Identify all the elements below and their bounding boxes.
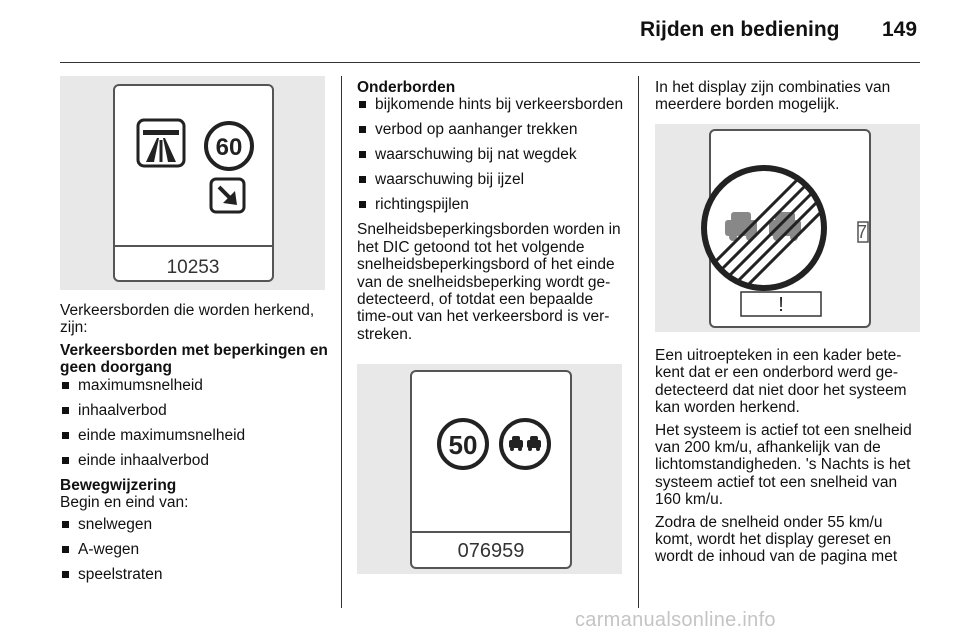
figure-code: 076959 <box>457 540 525 562</box>
section-heading-restrictions: Verkeersborden met beperkingen en geen doorgang <box>60 341 328 377</box>
list-item: inhaalverbod <box>60 402 328 419</box>
no-overtaking-sign-icon <box>501 420 549 468</box>
column-3-top <box>655 79 923 119</box>
column-3-bottom <box>655 347 923 571</box>
figure-display-end-no-overtaking <box>655 124 920 332</box>
speed-limit-paragraph: Snelheidsbeperkingsborden worden in het DIC getoond tot het volgende snelheidsbeperkingsbord of het einde van de snelheidsbeperking wordt gedetecteerd, of totdat een bepaalde time-out van het verkeersbord is verstreken. <box>357 221 621 343</box>
section-heading-signposting: Bewegwijzering <box>60 476 177 494</box>
list-item: waarschuwing bij nat wegdek <box>357 146 627 163</box>
list-item: einde inhaalverbod <box>60 452 328 469</box>
active-speed-text: Het systeem is actief tot een snelheid van 200 km/u, afhankelijk van de lichtomstandigheden. 's Nachts is het systeem actief tot een snelheid van 160 km/u. <box>655 421 912 509</box>
figure-display-motorway-60 <box>60 76 325 290</box>
reset-text: Zodra de snelheid onder 55 km/u komt, wordt het display gereset en wordt de inhoud van de pagina met <box>655 513 898 566</box>
list-item: snelwegen <box>60 516 328 533</box>
signposting-list <box>60 516 328 583</box>
speed-limit-value: 60 <box>215 134 243 161</box>
header-rule <box>60 62 920 63</box>
section-heading-subsigns: Onderborden <box>357 79 456 96</box>
column-2 <box>357 79 627 348</box>
speed-limit-value: 50 <box>448 430 478 460</box>
list-item: richtingspijlen <box>357 196 627 213</box>
speed-limit-sign-icon <box>439 420 487 468</box>
page-number: 149 <box>882 18 918 41</box>
watermark: carmanualsonline.info <box>575 609 776 631</box>
truncated-sign-glyph: 7 <box>857 222 868 242</box>
list-item: bijkomende hints bij verkeersborden <box>357 96 627 113</box>
figure-display-50-no-overtaking <box>357 364 622 574</box>
list-item: speelstraten <box>60 566 328 583</box>
unrecognised-subsign-exclamation: ! <box>778 294 784 316</box>
restrictions-list <box>60 377 328 469</box>
page-header-title: Rijden en bediening <box>640 18 840 41</box>
direction-arrow-sign-icon <box>211 179 244 212</box>
figure-code: 10253 <box>166 257 220 278</box>
column-1 <box>60 302 328 591</box>
intro-text: Verkeersborden die worden herkend, zijn: <box>60 302 315 337</box>
subsigns-list <box>357 96 627 213</box>
list-item: verbod op aanhanger trekken <box>357 121 627 138</box>
column-divider-2 <box>638 76 639 608</box>
list-item: A-wegen <box>60 541 328 558</box>
list-item: waarschuwing bij ijzel <box>357 171 627 188</box>
column-divider-1 <box>341 76 342 608</box>
signposting-text: Begin en eind van: <box>60 494 189 512</box>
speed-limit-sign-icon <box>206 123 252 169</box>
exclamation-text: Een uitroepteken in een kader betekent dat er een onderbord werd gedetecteerd dat niet door het systeem kan worden herkend. <box>655 347 907 417</box>
list-item: maximumsnelheid <box>60 377 328 394</box>
motorway-sign-icon <box>138 120 184 166</box>
combinations-text: In het display zijn combinaties van meerdere borden mogelijk. <box>655 79 891 114</box>
list-item: einde maximumsnelheid <box>60 427 328 444</box>
